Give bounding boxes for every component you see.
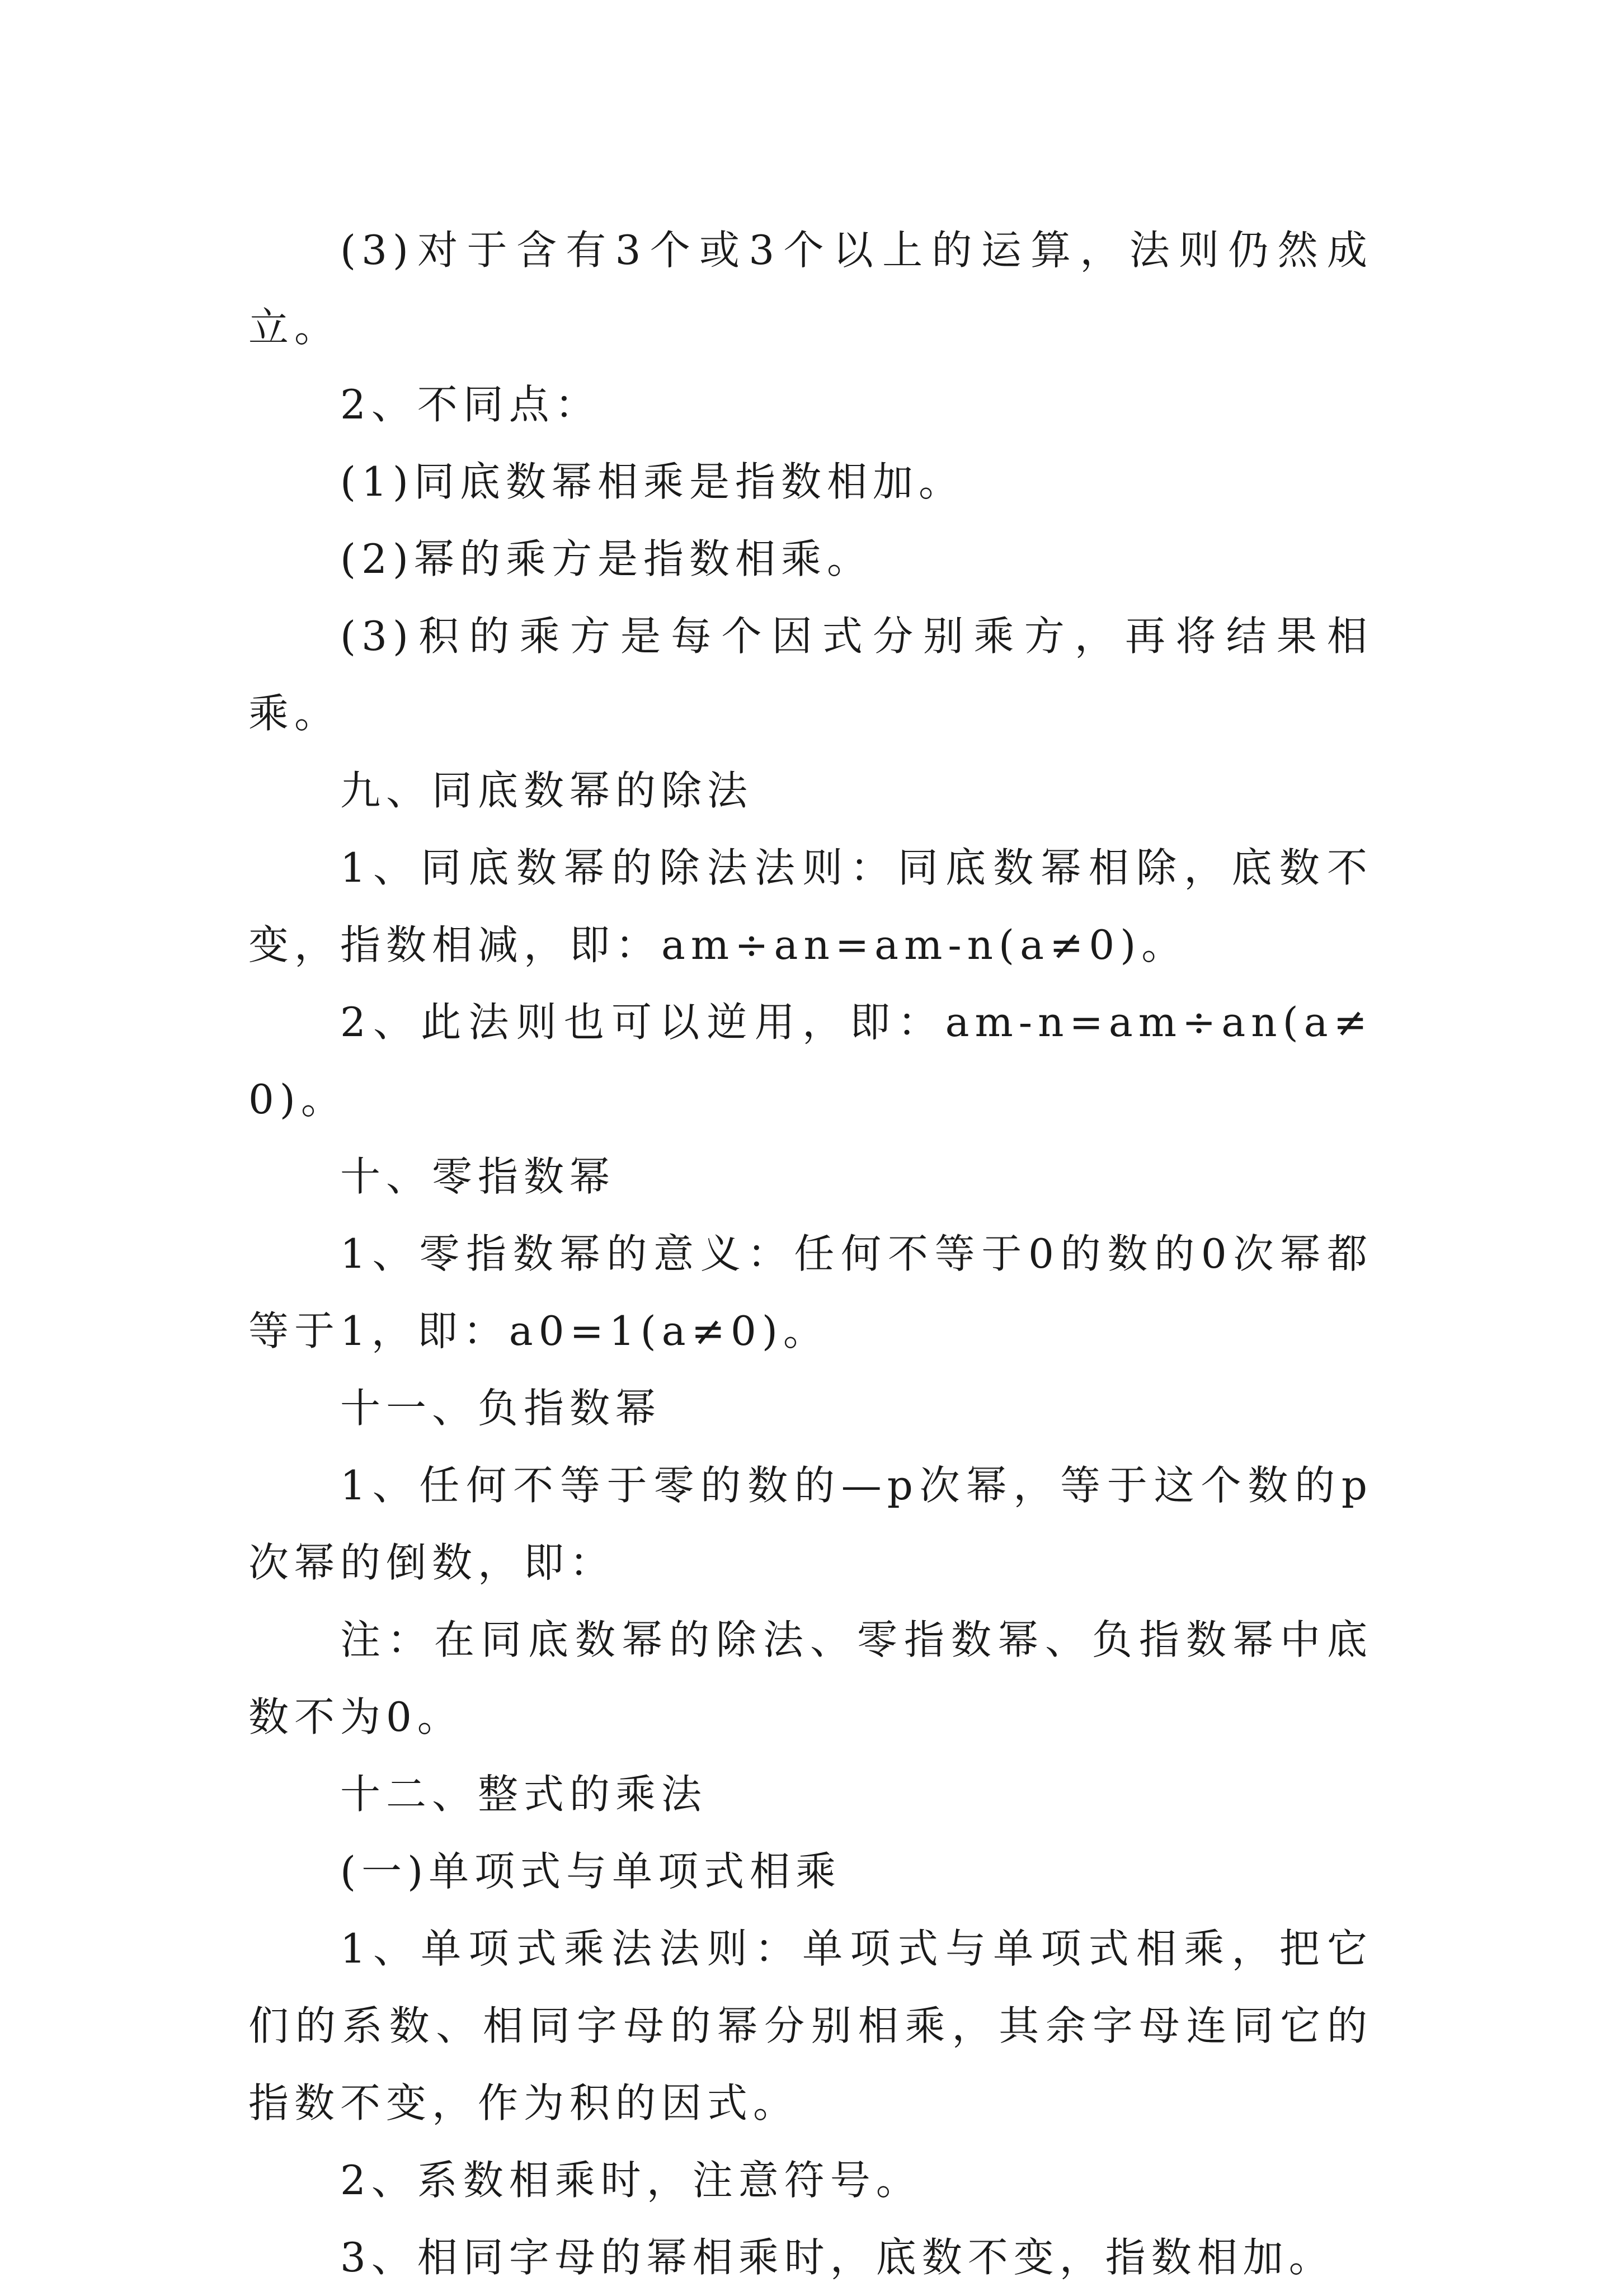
- section-heading: 十、零指数幂: [340, 1153, 616, 1200]
- paragraph: 2、系数相乘时，注意符号。: [340, 2157, 922, 2204]
- paragraph: 1、同底数幂的除法法则：同底数幂相除，底数不变，指数相减，即：am÷an=am-n(a≠0)。: [248, 844, 1373, 968]
- paragraph: 1、单项式乘法法则：单项式与单项式相乘，把它们的系数、相同字母的幂分别相乘，其余字母连同它的指数不变，作为积的因式。: [248, 1925, 1373, 2126]
- paragraph: (1)同底数幂相乘是指数相加。: [340, 458, 964, 505]
- paragraph: 注：在同底数幂的除法、零指数幂、负指数幂中底数不为0。: [248, 1616, 1373, 1740]
- paragraph: 2、此法则也可以逆用，即：am-n=am÷an(a≠0)。: [248, 999, 1373, 1123]
- section-heading: 十二、整式的乘法: [340, 1771, 708, 1818]
- paragraph: 1、零指数幂的意义：任何不等于0的数的0次幂都等于1，即：a0=1(a≠0)。: [248, 1230, 1373, 1354]
- document-body: [248, 211, 1373, 2296]
- paragraph: (2)幂的乘方是指数相乘。: [340, 535, 873, 582]
- paragraph: (3)积的乘方是每个因式分别乘方，再将结果相乘。: [248, 613, 1373, 737]
- section-heading: 九、同底数幂的除法: [340, 767, 754, 814]
- paragraph: 3、相同字母的幂相乘时，底数不变，指数相加。: [340, 2234, 1335, 2281]
- paragraph: 2、不同点：: [340, 381, 601, 428]
- paragraph: (3)对于含有3个或3个以上的运算，法则仍然成立。: [248, 227, 1373, 351]
- subsection-heading: (一)单项式与单项式相乘: [340, 1848, 842, 1895]
- section-heading: 十一、负指数幂: [340, 1385, 662, 1432]
- paragraph: 1、任何不等于零的数的—p次幂，等于这个数的p次幂的倒数，即：: [248, 1462, 1373, 1586]
